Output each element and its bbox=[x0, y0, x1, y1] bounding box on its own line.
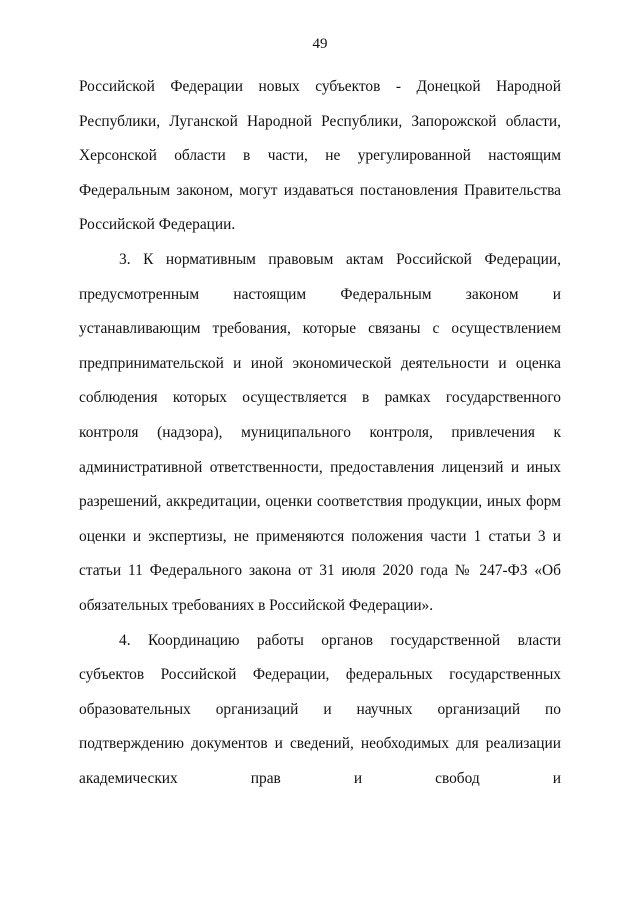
paragraph-4: 4. Координацию работы органов государственной власти субъектов Российской Федерации, федеральных государственных образовательных организаций и научных организаций по подтверждению документов и сведений, необходимых для реализации академических прав и свобод и bbox=[79, 631, 561, 787]
document-body bbox=[79, 70, 561, 796]
page-number: 49 bbox=[312, 36, 328, 52]
paragraph-3: 3. К нормативным правовым актам Российской Федерации, предусмотренным настоящим Федеральным законом и устанавливающим требования, которые связаны с осуществлением предпринимательской и иной экономической деятельности и оценка соблюдения которых осуществляется в рамках государственного контроля (надзора), муниципального контроля, привлечения к административной ответственности, предоставления лицензий и иных разрешений, аккредитации, оценки соответствия продукции, иных форм оценки и экспертизы, не применяются положения части 1 статьи 3 и статьи 11 Федерального закона от 31 июля 2020 года № 247-ФЗ «Об обязательных требованиях в Российской Федерации». bbox=[79, 250, 561, 614]
paragraph-continuation: Российской Федерации новых субъектов - Донецкой Народной Республики, Луганской Народной Республики, Запорожской области, Херсонской области в части, не урегулированной настоящим Федеральным законом, могут издаваться постановления Правительства Российской Федерации. bbox=[79, 78, 561, 234]
